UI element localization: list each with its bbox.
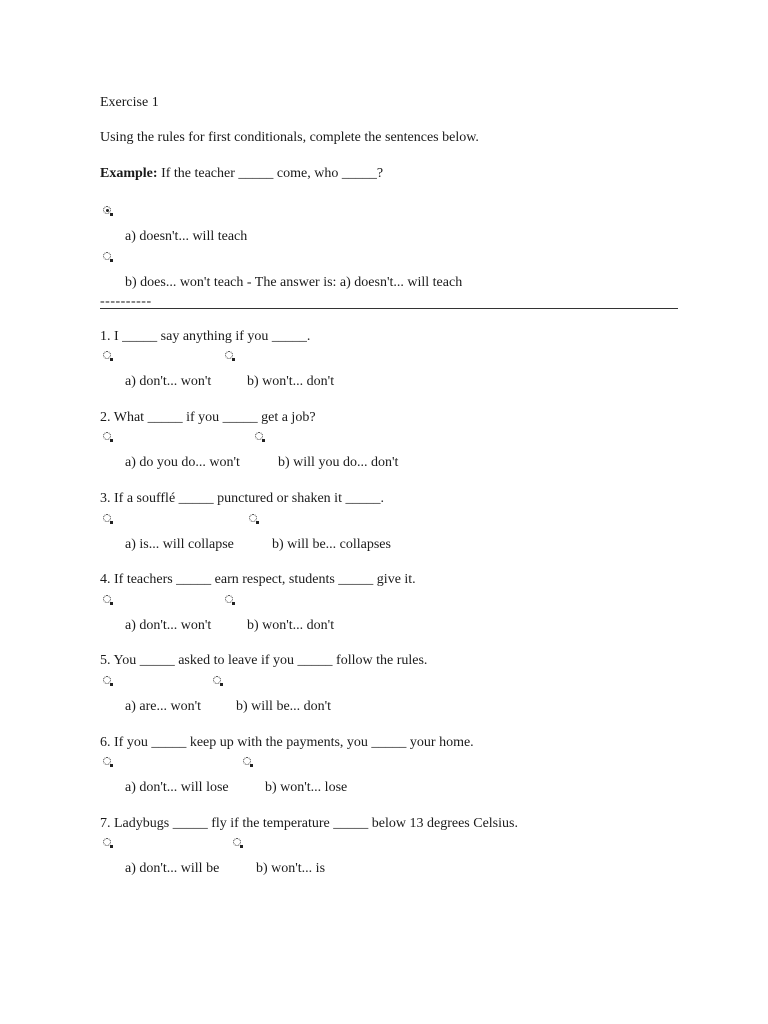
question-6-radio-a[interactable] xyxy=(103,757,111,765)
question-5-radio-b[interactable] xyxy=(213,676,221,684)
instructions: Using the rules for first conditionals, complete the sentences below. xyxy=(100,130,479,145)
question-2-option-b: b) will you do... don't xyxy=(278,455,399,470)
question-4-option-b: b) won't... don't xyxy=(247,618,335,633)
question-text: 7. Ladybugs _____ fly if the temperature _____ below 13 degrees Celsius. xyxy=(100,816,518,831)
question-3-radio-b[interactable] xyxy=(249,514,257,522)
question-7-option-a: a) don't... will be xyxy=(125,861,220,876)
question-3-option-a: a) is... will collapse xyxy=(125,537,234,552)
question-5-radio-a[interactable] xyxy=(103,676,111,684)
question-text: 1. I _____ say anything if you _____. xyxy=(100,329,311,344)
question-text: 6. If you _____ keep up with the payments, you _____ your home. xyxy=(100,735,474,750)
example-option-b: b) does... won't teach - The answer is: a) doesn't... will teach xyxy=(125,275,463,290)
exercise-title: Exercise 1 xyxy=(100,95,159,110)
question-text: 4. If teachers _____ earn respect, students _____ give it. xyxy=(100,572,416,587)
question-3-option-b: b) will be... collapses xyxy=(272,537,391,552)
question-5-option-b: b) will be... don't xyxy=(236,699,332,714)
question-1-option-b: b) won't... don't xyxy=(247,374,335,389)
example-radio-b[interactable] xyxy=(103,252,111,260)
question-text: 5. You _____ asked to leave if you _____ follow the rules. xyxy=(100,653,428,668)
question-5-option-a: a) are... won't xyxy=(125,699,201,714)
example-option-a: a) doesn't... will teach xyxy=(125,229,248,244)
question-2-radio-b[interactable] xyxy=(255,432,263,440)
question-1-radio-b[interactable] xyxy=(225,351,233,359)
example-line xyxy=(100,166,383,182)
example-radio-a[interactable] xyxy=(103,206,111,214)
question-6-option-b: b) won't... lose xyxy=(265,780,348,795)
question-3-radio-a[interactable] xyxy=(103,514,111,522)
question-4-option-a: a) don't... won't xyxy=(125,618,212,633)
question-1-option-a: a) don't... won't xyxy=(125,374,212,389)
question-6-radio-b[interactable] xyxy=(243,757,251,765)
question-2-option-a: a) do you do... won't xyxy=(125,455,240,470)
question-7-radio-a[interactable] xyxy=(103,838,111,846)
question-2-radio-a[interactable] xyxy=(103,432,111,440)
question-1-radio-a[interactable] xyxy=(103,351,111,359)
question-4-radio-b[interactable] xyxy=(225,595,233,603)
example-label: Example: xyxy=(100,166,158,181)
divider xyxy=(100,308,678,309)
question-text: 2. What _____ if you _____ get a job? xyxy=(100,410,316,425)
question-6-option-a: a) don't... will lose xyxy=(125,780,229,795)
question-7-radio-b[interactable] xyxy=(233,838,241,846)
question-4-radio-a[interactable] xyxy=(103,595,111,603)
question-text: 3. If a soufflé _____ punctured or shaken it _____. xyxy=(100,491,384,506)
example-dashes: ---------- xyxy=(100,294,152,309)
example-sentence: If the teacher _____ come, who _____? xyxy=(161,166,384,181)
question-7-option-b: b) won't... is xyxy=(256,861,326,876)
